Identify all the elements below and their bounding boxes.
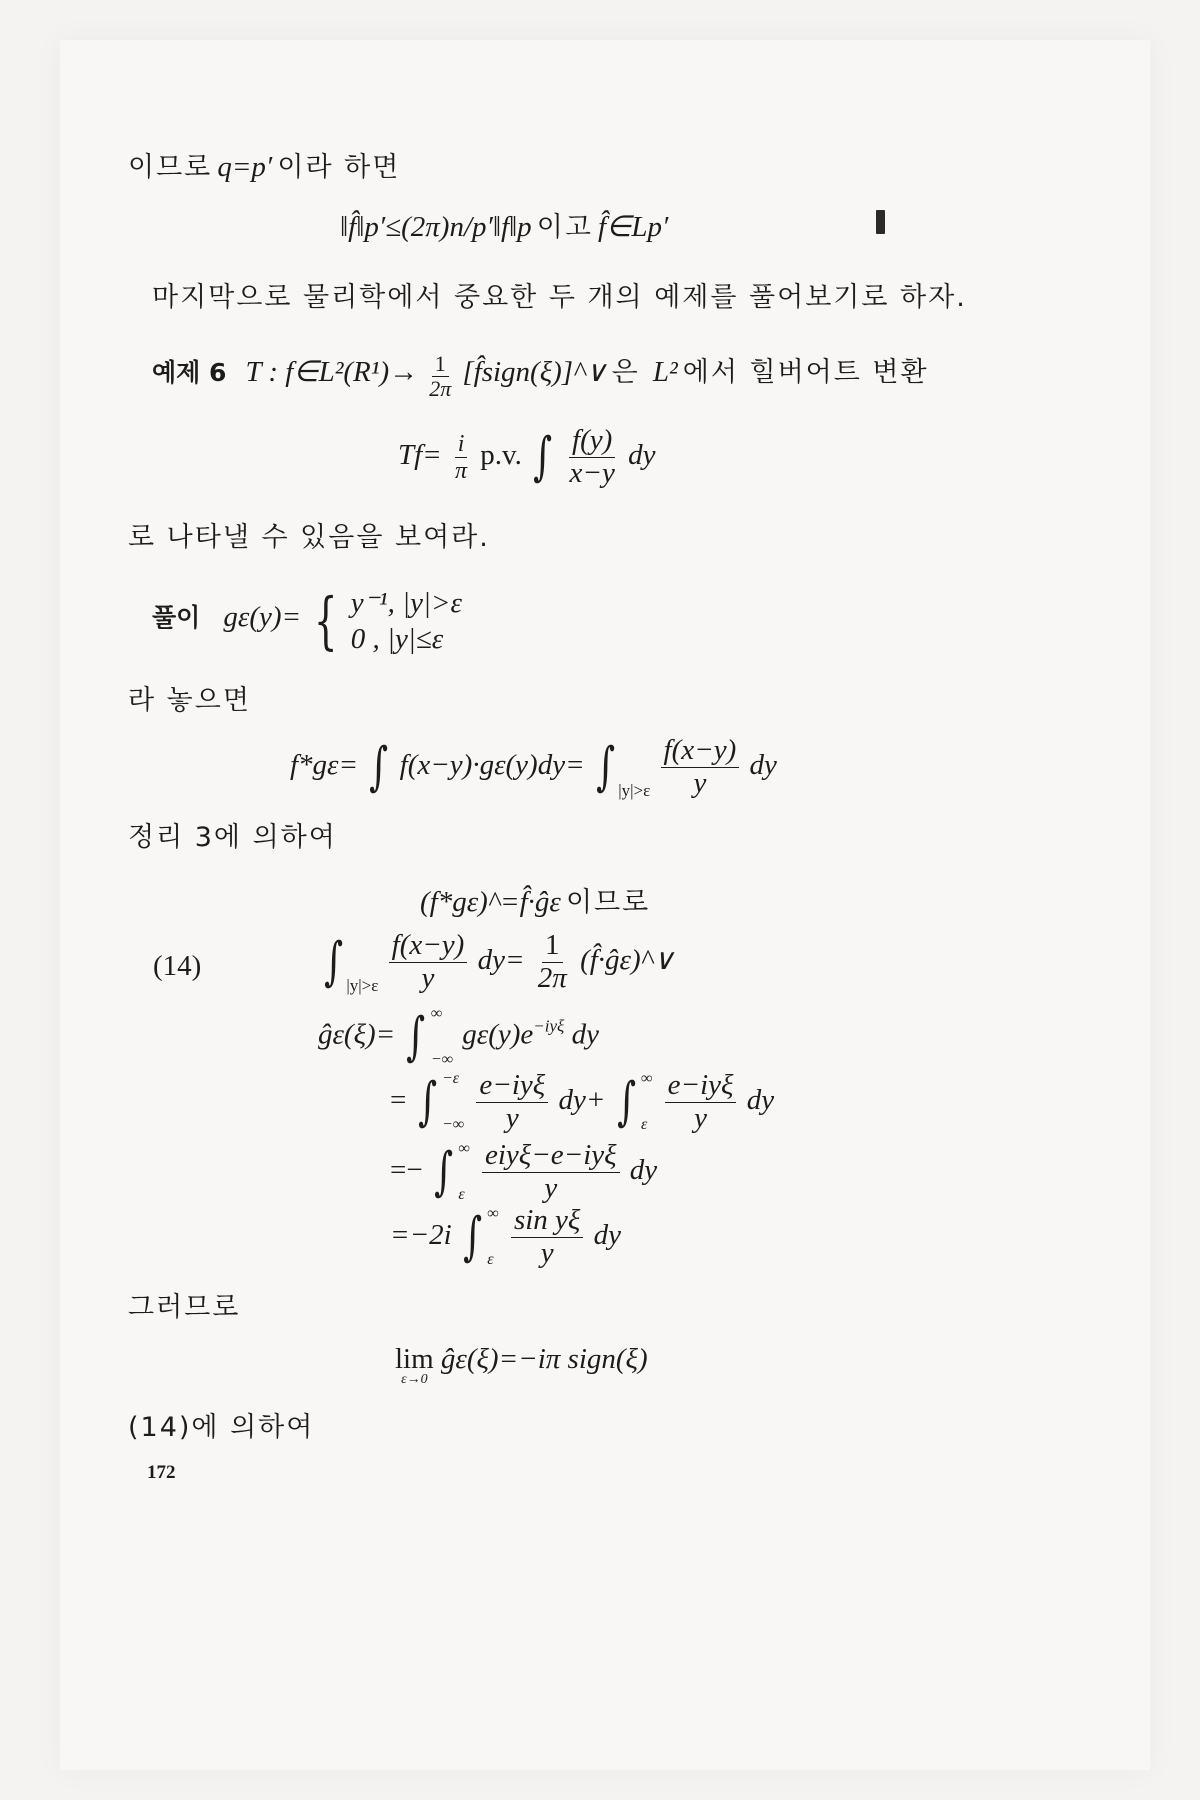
conv-limit: |y|>ε [618,781,651,801]
integral-sign: ∫ [463,1207,482,1268]
conv-mid: f(x−y)·gε(y)dy= [399,749,585,782]
g1-lower: −∞ [430,1051,454,1068]
g3-dy: dy [629,1154,658,1187]
g1-upper: ∞ [430,1005,443,1022]
g4-limits [487,1205,498,1269]
g3-fraction [482,1140,620,1205]
e14-coef-num: 1 [542,930,563,963]
e14-rhs: (f̂·ĝε)^∨ [580,944,675,977]
tf-integrand-den: x−y [569,456,615,489]
ghat-line-3 [390,1140,657,1205]
solution-definition [152,585,462,658]
norm-inequality-text: 이고 [536,212,593,243]
equation-14 [320,930,674,996]
page-number: 172 [147,1462,176,1483]
by-14-text: (14)에 의하여 [128,1412,315,1443]
end-of-proof-marker [876,210,885,234]
norm-inequality [340,205,668,244]
g2-num-1: e−iyξ [476,1070,548,1103]
g2-lower-2: ε [641,1116,648,1134]
tf-coefficient [452,431,470,485]
line-1-text: 이므로 [128,152,213,183]
tf-dy: dy [628,439,656,472]
g2-fraction-1 [476,1070,548,1135]
line-1-tail: 이라 하면 [277,152,401,183]
g4-eq: =−2i [390,1219,452,1252]
g2-limits-2 [641,1070,652,1134]
theorem-sentence: 정리 3에 의하여 [128,822,337,853]
ghat-line-2 [390,1070,774,1135]
g1-limits [431,1005,453,1069]
integral-sign: ∫ [616,1072,636,1133]
integral-sign: ∫ [417,1072,437,1133]
conv-fraction [661,735,740,800]
intro-sentence: 마지막으로 물리학에서 중요한 두 개의 예제를 풀어보기로 하자. [152,282,967,313]
e14-limit: |y|>ε [346,976,379,996]
fourier-product [420,880,650,919]
therefore-sentence: 그러므로 [128,1292,241,1323]
solution-label: 풀이 [152,602,201,632]
g3-upper: ∞ [458,1140,470,1158]
lim-subscript: ε→0 [401,1372,428,1387]
g3-num: eiyξ−e−iyξ [482,1140,620,1173]
g2-den-1: y [505,1101,519,1134]
lim-rest: ĝε(ξ)=−iπ sign(ξ) [440,1343,648,1375]
e14-coef-den: 2π [537,961,567,994]
example-text-1: 은 [611,357,640,388]
e14-coef [535,930,570,995]
line-1-equation: q=p′ [217,151,273,183]
g4-upper: ∞ [487,1205,499,1223]
lim-word: lim [395,1343,434,1375]
g4-den: y [540,1236,554,1269]
example-fraction-den: 2π [429,376,452,401]
hilbert-transform-formula [398,425,655,490]
fourier-product-text: 이므로 [565,887,651,918]
conv-lhs: f*gε= [290,749,359,782]
convolution-formula [290,735,777,801]
tf-integrand-num: f(y) [569,425,615,458]
put-sentence: 라 놓으면 [128,685,251,716]
g2-den-2: y [694,1101,707,1134]
integral-sign: ∫ [434,1142,453,1203]
limit-formula [395,1343,648,1388]
e14-num: f(x−y) [389,930,468,963]
tf-coef-num: i [455,431,468,458]
lim-operator [395,1343,434,1388]
case-2: 0 , |y|≤ε [350,623,444,656]
example-fraction-num: 1 [432,352,449,377]
example-6 [152,350,929,401]
line-1 [128,145,400,184]
show-sentence: 로 나타낼 수 있음을 보여라. [128,522,490,553]
solution-g: gε(y)= [223,600,302,633]
g3-lower: ε [458,1186,465,1204]
e14-den: y [421,961,435,994]
tf-lhs: Tf= [398,439,442,472]
integral-sign: ∫ [406,1007,426,1067]
cases [351,585,462,658]
g4-num: sin yξ [511,1205,583,1238]
cases-brace: { [314,584,338,658]
g2-eq: = [390,1084,407,1117]
integral-sign: ∫ [595,737,615,798]
ghat-line-1 [318,1005,599,1069]
conv-num: f(x−y) [661,735,740,768]
fourier-product-eq: (f*gε)^=f̂·ĝε [420,886,561,918]
g2-fraction-2 [665,1070,737,1135]
g1-exponent: −iyξ [533,1016,565,1036]
tf-pv: p.v. [480,439,522,472]
g1-lhs: ĝε(ξ)= [318,1018,396,1051]
g2-limits-1 [442,1070,464,1134]
example-operator: T : f∈L²(R¹)→ [245,356,419,388]
e14-fraction [389,930,468,995]
tf-coef-den: π [455,457,468,484]
g2-upper-2: ∞ [641,1070,653,1088]
conv-dy: dy [749,749,777,782]
conv-den: y [693,766,707,799]
g3-den: y [544,1171,558,1204]
g4-lower: ε [487,1251,494,1269]
by-14-sentence [128,1405,314,1444]
integral-sign: ∫ [533,427,553,488]
example-space: L² [652,356,678,388]
integral-sign: ∫ [369,737,389,798]
example-text-2: 에서 힐버어트 변환 [682,357,929,388]
example-label: 예제 6 [152,358,227,387]
norm-inequality-math: ‖f̂‖p′≤(2π)n/p′‖f‖p [340,211,532,243]
ghat-line-4 [390,1205,621,1270]
g4-fraction [511,1205,583,1270]
g1-dy: dy [571,1018,599,1051]
g2-num-2: e−iyξ [665,1070,737,1103]
g3-eq: =− [390,1154,423,1187]
g2-dy: dy [746,1084,775,1117]
example-fraction [426,352,454,401]
case-1: y⁻¹, |y|>ε [350,587,462,619]
g2-mid: dy+ [558,1084,606,1117]
g2-lower-1: −∞ [441,1116,465,1134]
g1-body: gε(y)e [462,1018,534,1051]
example-bracket: [f̂sign(ξ)]^∨ [462,356,607,388]
norm-inequality-tail: f̂∈Lp′ [598,211,669,243]
equation-label-14: (14) [153,950,202,982]
g3-limits [458,1140,469,1204]
g4-dy: dy [593,1219,621,1252]
g2-upper-1: −ε [441,1070,460,1088]
tf-integrand [567,425,618,490]
integral-sign: ∫ [324,932,344,993]
e14-mid: dy= [477,944,525,977]
